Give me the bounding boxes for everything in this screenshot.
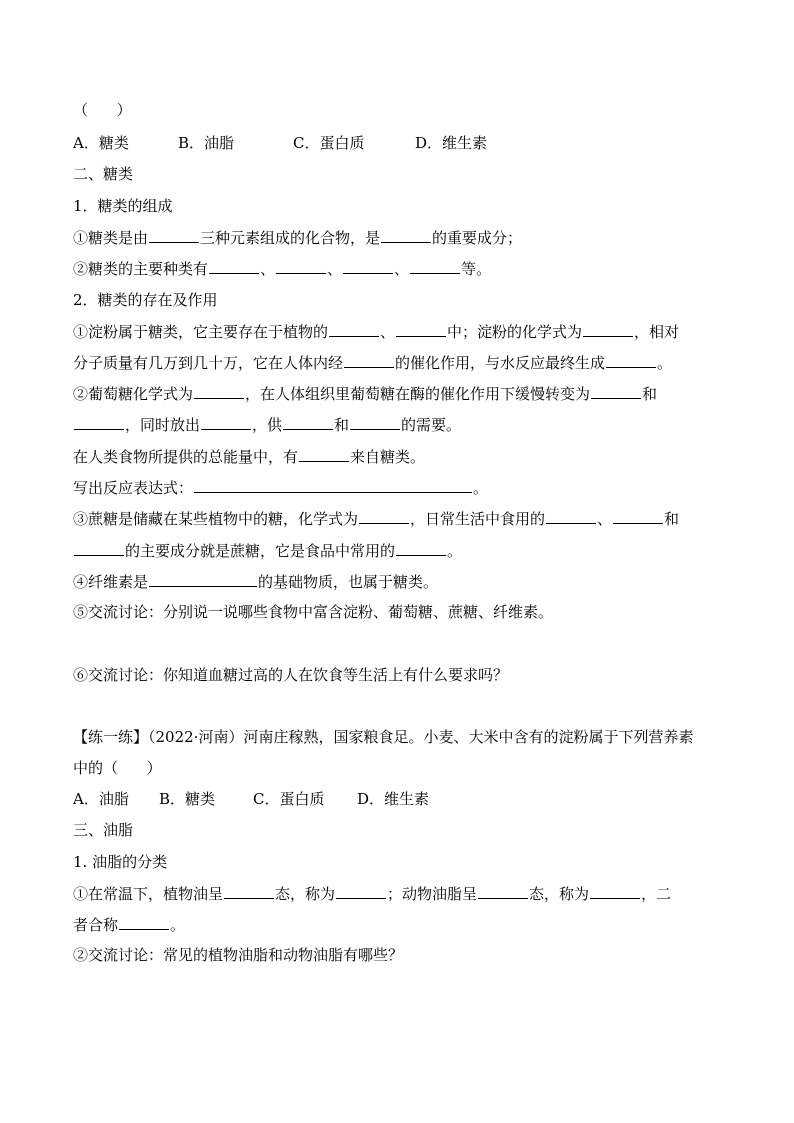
previous-question-options: [73, 133, 733, 153]
blank-field[interactable]: [149, 227, 199, 243]
blank-field[interactable]: [209, 258, 259, 274]
sugar-types-line: ②糖类的主要种类有 、 、 、 等。: [73, 260, 492, 278]
blank-field[interactable]: [396, 321, 446, 337]
blank-field[interactable]: [410, 258, 460, 274]
fat-classification-line-1: ①在常温下，植物油呈 态，称为 ；动物油脂呈 态，称为 ，二: [73, 885, 672, 903]
option-c: C．蛋白质: [253, 790, 325, 808]
option-d: D．维生素: [415, 134, 488, 152]
option-d: D．维生素: [357, 790, 430, 808]
practice-options: [73, 789, 733, 809]
discussion-fats: ②交流讨论：常见的植物油脂和动物油脂有哪些？: [73, 946, 404, 964]
blank-field[interactable]: [381, 227, 431, 243]
sucrose-line-1: ③蔗糖是储藏在某些植物中的糖，化学式为 ，日常生活中食用的 、 和: [73, 510, 680, 528]
blank-field[interactable]: [606, 352, 656, 368]
option-c: C．蛋白质: [293, 134, 365, 152]
option-a: A．油脂: [73, 790, 129, 808]
subsection-fat-classification: 1. 油脂的分类: [73, 853, 168, 871]
practice-question-line-1: 【练一练】（2022·河南）河南庄稼熟，国家粮食足。小麦、大米中含有的淀粉属于下列营养素: [73, 728, 694, 746]
section-title-fats: 三、油脂: [73, 821, 134, 839]
blank-field[interactable]: [344, 352, 394, 368]
option-b: B．油脂: [178, 134, 235, 152]
sucrose-line-2: 的主要成分就是蔗糖，它是食品中常用的 。: [73, 540, 733, 561]
blank-field[interactable]: [276, 258, 326, 274]
blank-field[interactable]: [546, 508, 596, 524]
starch-line-2: 分子质量有几万到几十万，它在人体内经 的催化作用，与水反应最终生成 。: [73, 354, 673, 372]
blank-field[interactable]: [194, 383, 244, 399]
subsection-sugar-roles: 2．糖类的存在及作用: [73, 291, 218, 309]
option-b: B．糖类: [159, 790, 216, 808]
cellulose-line: ④纤维素是 的基础物质，也属于糖类。: [73, 573, 439, 591]
subsection-sugar-composition: 1．糖类的组成: [73, 197, 173, 215]
reaction-expression-line: 写出反应表达式： 。: [73, 479, 489, 497]
fat-classification-line-2: 者合称 。: [73, 916, 186, 934]
blank-field[interactable]: [74, 540, 124, 556]
blank-field[interactable]: [396, 540, 446, 556]
sugar-composition-line: ①糖类是由 三种元素组成的化合物，是 的重要成分；: [73, 229, 523, 247]
practice-question-line-2: 中的（ ）: [73, 759, 162, 777]
blank-field[interactable]: [359, 508, 409, 524]
glucose-line-2: ，同时放出 ，供 和 的需要。: [73, 414, 733, 435]
discussion-foods: ⑤交流讨论：分别说一说哪些食物中富含淀粉、葡萄糖、蔗糖、纤维素。: [73, 603, 554, 621]
blank-field[interactable]: [590, 883, 640, 899]
previous-question-paren: [73, 100, 733, 120]
blank-field-long[interactable]: [194, 477, 472, 493]
blank-field[interactable]: [336, 883, 386, 899]
answer-paren: （ ）: [73, 101, 132, 119]
blank-field[interactable]: [74, 414, 124, 430]
glucose-line-1: ②葡萄糖化学式为 ，在人体组织里葡萄糖在酶的催化作用下缓慢转变为 和: [73, 385, 658, 403]
energy-share-line: 在人类食物所提供的总能量中，有 来自糖类。: [73, 448, 426, 466]
blank-field[interactable]: [119, 914, 169, 930]
blank-field[interactable]: [224, 883, 274, 899]
blank-field[interactable]: [201, 414, 251, 430]
starch-line-1: ①淀粉属于糖类，它主要存在于植物的 、 中；淀粉的化学式为 ，相对: [73, 323, 680, 341]
blank-field[interactable]: [613, 508, 663, 524]
blank-field[interactable]: [329, 321, 379, 337]
option-a: A．糖类: [73, 134, 129, 152]
blank-field[interactable]: [299, 446, 349, 462]
blank-field-medium[interactable]: [149, 571, 257, 587]
blank-field[interactable]: [478, 883, 528, 899]
blank-field[interactable]: [350, 414, 400, 430]
blank-field[interactable]: [591, 383, 641, 399]
blank-field[interactable]: [583, 321, 633, 337]
blank-field[interactable]: [343, 258, 393, 274]
blank-field[interactable]: [283, 414, 333, 430]
discussion-blood-sugar: ⑥交流讨论：你知道血糖过高的人在饮食等生活上有什么要求吗？: [73, 666, 509, 684]
section-title-sugars: 二、糖类: [73, 165, 134, 183]
